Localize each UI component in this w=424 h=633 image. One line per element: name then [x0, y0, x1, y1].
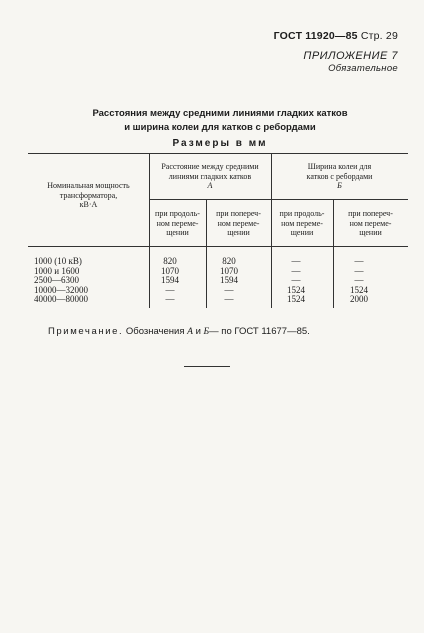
- note-label: Примечание.: [48, 326, 124, 337]
- group-header-a: Расстояние между средними линиями гладких катков А: [149, 162, 271, 191]
- b-transverse-values: — — — 1524 2000: [350, 256, 368, 305]
- a-transverse-values: 820 1070 1594 — —: [220, 256, 238, 305]
- b-longitudinal-values: — — — 1524 1524: [287, 256, 305, 305]
- note-letter-a: А: [187, 327, 193, 337]
- subheader-a-longitudinal: при продоль- ном переме- щении: [155, 209, 200, 237]
- title-line-2: и ширина колеи для катков с ребордами: [124, 122, 316, 133]
- dimensions-table: [28, 153, 408, 308]
- subheader-b-transverse: при попереч- ном переме- щении: [348, 209, 393, 237]
- subheader-rule: [149, 199, 408, 200]
- table-row: 2500—6300: [34, 275, 79, 286]
- power-values: [34, 257, 88, 305]
- units-caption: Размеры в мм: [172, 138, 268, 149]
- page-number: Стр. 29: [360, 30, 398, 42]
- end-rule: [184, 366, 230, 367]
- footnote: [48, 326, 310, 337]
- header-bottom-rule: [28, 246, 408, 247]
- table-row: 40000—80000: [34, 294, 88, 305]
- document-title: [60, 107, 380, 135]
- appendix-status: Обязательное: [328, 63, 398, 74]
- title-line-1: Расстояния между средними линиями гладких катков: [92, 108, 348, 119]
- appendix-title: ПРИЛОЖЕНИЕ 7: [303, 50, 398, 62]
- note-letter-b: Б: [203, 327, 210, 337]
- group-b-letter: Б: [337, 181, 342, 190]
- table-top-rule: [28, 153, 408, 154]
- note-conj: и: [195, 326, 201, 337]
- appendix-block: [303, 50, 398, 74]
- table-row: 1000 и 1600: [34, 265, 80, 276]
- standard-number: ГОСТ 11920—85: [273, 30, 358, 42]
- page-header: [274, 30, 398, 42]
- subheader-b-longitudinal: при продоль- ном переме- щении: [279, 209, 325, 237]
- col-header-power: Номинальная мощность трансформатора, кВ·А: [47, 181, 130, 209]
- table-row: 10000—32000: [34, 284, 88, 295]
- group-header-b: Ширина колеи для катков с ребордами Б: [271, 162, 408, 191]
- group-a-letter: А: [207, 181, 213, 190]
- subheader-a-transverse: при попереч- ном переме- щении: [216, 209, 261, 237]
- note-text-suffix: — по ГОСТ 11677—85.: [209, 326, 310, 337]
- table-row: 1000 (10 кВ): [34, 256, 82, 266]
- a-longitudinal-values: 820 1070 1594 — —: [161, 256, 179, 305]
- note-text-prefix: Обозначения: [125, 326, 185, 337]
